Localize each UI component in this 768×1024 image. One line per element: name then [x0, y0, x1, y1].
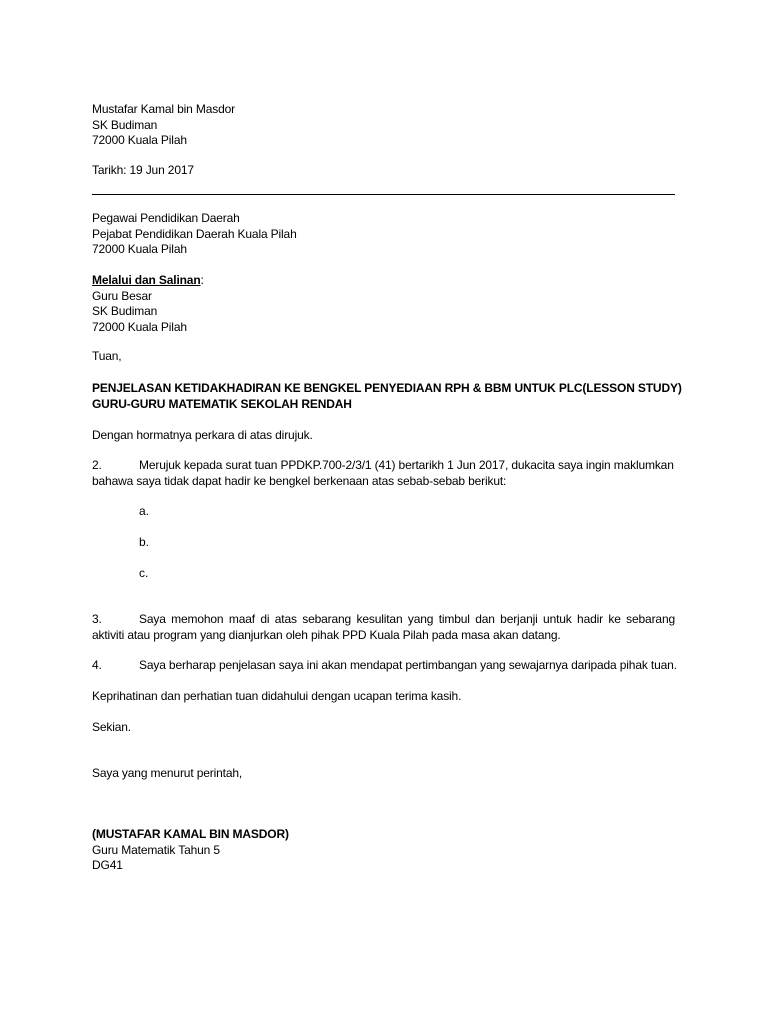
sender-address: 72000 Kuala Pilah	[92, 133, 187, 147]
via-address: 72000 Kuala Pilah	[92, 319, 187, 334]
via-title: Guru Besar	[92, 288, 152, 303]
recipient-office: Pejabat Pendidikan Daerah Kuala Pilah	[92, 226, 297, 241]
subject-block	[92, 381, 682, 412]
via-school: SK Budiman	[92, 304, 158, 318]
paragraph-3-first-line	[92, 612, 675, 628]
list-item-c: c.	[139, 566, 149, 580]
via-label: Melalui dan Salinan	[92, 273, 201, 287]
salutation: Tuan,	[92, 349, 122, 363]
recipient-address-block	[92, 211, 675, 258]
opening-sentence: Dengan hormatnya perkara di atas dirujuk.	[92, 428, 313, 442]
paragraph-4-number: 4.	[92, 658, 102, 672]
letter-date: Tarikh: 19 Jun 2017	[92, 163, 194, 177]
recipient-title: Pegawai Pendidikan Daerah	[92, 211, 240, 225]
closing-block	[92, 720, 675, 736]
via-block	[92, 273, 675, 335]
letter-page	[92, 0, 682, 1024]
thanks-sentence: Keprihatinan dan perhatian tuan didahului dengan ucapan terima kasih.	[92, 689, 462, 703]
sender-name: Mustafar Kamal bin Masdor	[92, 102, 235, 116]
paragraph-4	[92, 658, 675, 674]
list-item-b: b.	[139, 535, 150, 549]
paragraph-4-first-line	[92, 658, 675, 674]
via-heading	[92, 273, 675, 289]
signature-position: Guru Matematik Tahun 5	[92, 842, 220, 857]
list-item-a: a.	[139, 504, 150, 518]
recipient-address: 72000 Kuala Pilah	[92, 242, 187, 256]
signature-name: (MUSTAFAR KAMAL BIN MASDOR)	[92, 827, 289, 841]
paragraph-3	[92, 612, 675, 643]
salutation-block	[92, 349, 675, 365]
closing: Sekian.	[92, 720, 131, 734]
paragraph-2-number: 2.	[92, 458, 102, 472]
thanks-block	[92, 689, 675, 705]
paragraph-2	[92, 458, 675, 489]
sender-school: SK Budiman	[92, 117, 158, 132]
subject-line-2: GURU-GURU MATEMATIK SEKOLAH RENDAH	[92, 396, 352, 411]
subject-line-1: PENJELASAN KETIDAKHADIRAN KE BENGKEL PENYEDIAAN RPH & BBM UNTUK PLC(LESSON STUDY)	[92, 381, 682, 395]
via-colon: :	[200, 273, 204, 287]
date-block	[92, 163, 675, 179]
paragraph-4-text-1: Saya berharap penjelasan saya ini akan mendapat pertimbangan yang sewajarnya daripada pihak tuan.	[139, 658, 677, 672]
paragraph-2-text-1: Merujuk kepada surat tuan PPDKP.700-2/3/1 (41) bertarikh 1 Jun 2017, dukacita saya ingin maklumkan	[139, 458, 674, 472]
signature-grade: DG41	[92, 858, 123, 872]
paragraph-3-number: 3.	[92, 612, 102, 626]
sender-address-block	[92, 102, 675, 149]
header-divider	[92, 194, 675, 195]
sign-off-block	[92, 766, 675, 782]
paragraph-3-text-1: Saya memohon maaf di atas sebarang kesulitan yang timbul dan berjanji untuk hadir ke sebarang	[139, 612, 675, 626]
signature-block	[92, 827, 675, 874]
paragraph-2-first-line	[92, 458, 675, 474]
opening-block	[92, 428, 675, 444]
paragraph-2-text-2: bahawa saya tidak dapat hadir ke bengkel berkenaan atas sebab-sebab berikut:	[92, 473, 507, 488]
sign-off: Saya yang menurut perintah,	[92, 766, 243, 780]
paragraph-3-text-2: aktiviti atau program yang dianjurkan oleh pihak PPD Kuala Pilah pada masa akan datang.	[92, 627, 561, 642]
